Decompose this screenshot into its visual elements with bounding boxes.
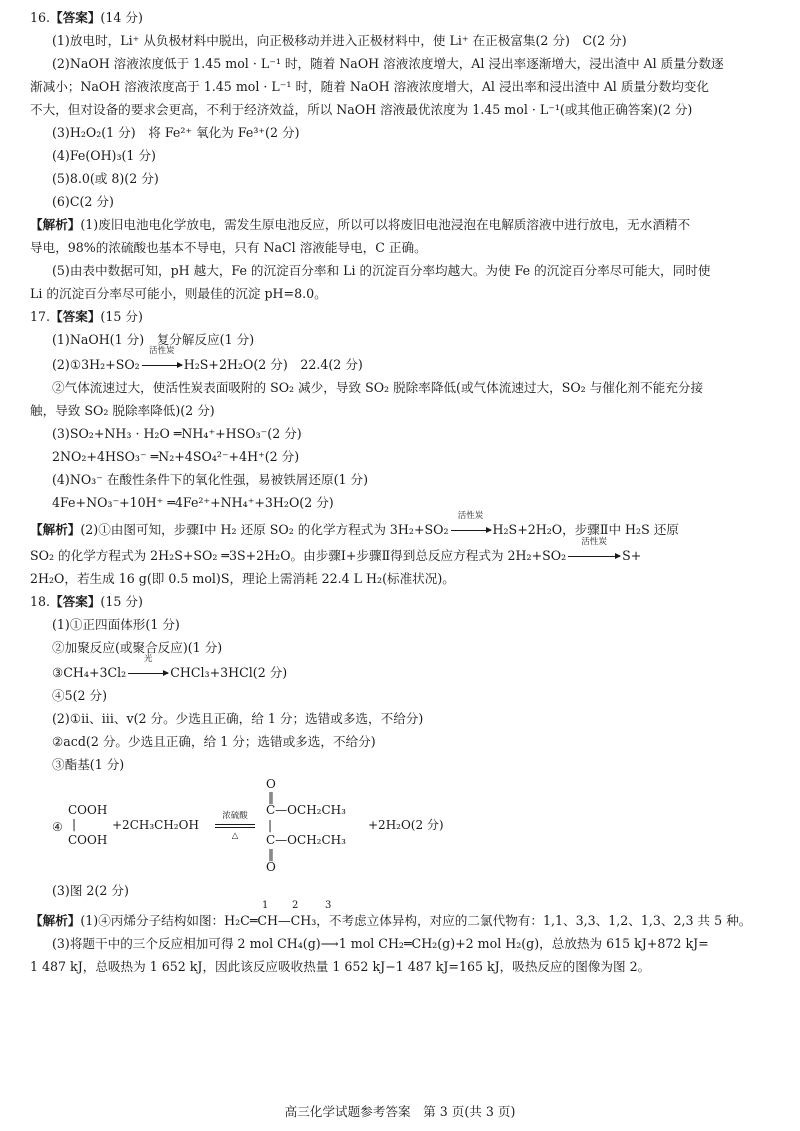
q17-answer-2b-cont: 触，导致 SO₂ 脱除率降低)(2 分) bbox=[30, 403, 215, 418]
q16-answer-6: (6)C(2 分) bbox=[52, 194, 114, 209]
reaction-arrow: 光 bbox=[128, 665, 168, 681]
carbonyl-oxygen-bottom: O bbox=[266, 860, 276, 874]
q16-analysis-1: 【解析】(1)废旧电池电化学放电，需发生原电池反应，所以可以将废旧电池浸泡在电解质溶液中进行放电，无水酒精不 bbox=[30, 217, 691, 232]
q17-analysis-2: SO₂ 的化学方程式为 2H₂S+SO₂ ═3S+2H₂O。由步骤Ⅰ+步骤Ⅱ得到总反应方程式为 2H₂+SO₂ 活性炭 S+ bbox=[30, 537, 642, 563]
q18-analysis-3: 1 487 kJ，总吸热为 1 652 kJ，因此该反应吸收热量 1 652 kJ−1 487 kJ=165 kJ，吸热反应的图像为图 2。 bbox=[30, 959, 651, 974]
q17-header: 17.【答案】(15 分) bbox=[30, 309, 143, 324]
reaction-arrow: 活性炭 bbox=[568, 548, 620, 564]
q18-answer-1: (1)①正四面体形(1 分) bbox=[52, 617, 180, 632]
q16-analysis-3: (5)由表中数据可知，pH 越大，Fe 的沉淀百分率和 Li 的沉淀百分率均越大。为使 Fe 的沉淀百分率尽可能大，同时使 bbox=[52, 263, 711, 278]
equation-number: ④ bbox=[52, 820, 63, 834]
answer-page: 16.【答案】(14 分) (1)放电时，Li⁺ 从负极材料中脱出，向正极移动并进入正极材料中，使 Li⁺ 在正极富集(2 分) C(2 分) (2)NaOH 溶液浓度低于 1.45 mol · L⁻¹ 时，随着 NaOH 溶液浓度增大，Al 浸出率逐渐增大，浸出渣中 Al 质量分数逐 渐减小；NaOH 溶液浓度高于 1.45 mol · L⁻¹ 时，随着 NaOH 溶液浓度增大，Al 浸出率和浸出渣中 Al 质量分数均变化 不大，但对设备的要求会更高，不利于经济效益，所以 NaOH 溶液最优浓度为 1.45 mol · L⁻¹(或其他正确答案)(2 分) (3)H₂O₂(1 分) 将 Fe²⁺ 氧化为 Fe³⁺(2 分) (4)Fe(OH)₃(1 分) (5)8.0(或 8)(2 分) (6)C(2 分) 【解析】(1)废旧电池电化学放电，需发生原电池反应，所以可以将废旧电池浸泡在电解质溶液中进行放电，无水酒精不 导电，98%的浓硫酸也基本不导电，只有 NaCl 溶液能导电，C 正确。 (5)由表中数据可知，pH 越大，Fe 的沉淀百分率和 Li 的沉淀百分率均越大。为使 Fe 的沉淀百分率尽可能大，同时使 Li 的沉淀百分率尽可能小，则最佳的沉淀 pH=8.0。 17.【答案】(15 分) (1)NaOH(1 分) 复分解反应(1 分) (2)①3H₂+SO₂ 活性炭 H₂S+2H₂O(2 分) 22.4(2 分) ②气体流速过大，使活性炭表面吸附的 SO₂ 减少，导致 SO₂ 脱除率降低(或气体流速过大，SO₂ 与催化剂不能充分接 触，导致 SO₂ 脱除率降低)(2 分) (3)SO₂+NH₃ · H₂O ═NH₄⁺+HSO₃⁻(2 分) 2NO₂+4HSO₃⁻ ═N₂+4SO₄²⁻+4H⁺(2 分) (4)NO₃⁻ 在酸性条件下的氧化性强，易被铁屑还原(1 分) 4Fe+NO₃⁻+10H⁺ ═4Fe²⁺+NH₄⁺+3H₂O(2 分) 【解析】(2)①由图可知，步骤Ⅰ中 H₂ 还原 SO₂ 的化学方程式为 3H₂+SO₂ 活性炭 H₂S+2H₂O，步骤Ⅱ中 H₂S 还原 SO₂ 的化学方程式为 2H₂S+SO₂ ═3S+2H₂O。由步骤Ⅰ+步骤Ⅱ得到总反应方程式为 2H₂+SO₂ 活性炭 S+ 2H₂O，若生成 16 g(即 0.5 mol)S，理论上需消耗 22.4 L H₂(标准状况)。 18.【答案】(15 分) (1)①正四面体形(1 分) ②加聚反应(或聚合反应)(1 分) ③CH₄+3Cl₂ 光 CHCl₃+3HCl(2 分) ④5(2 分) (2)①ii、iii、v(2 分。少选且正确，给 1 分；选错或多选，不给分) ②acd(2 分。少选且正确，给 1 分；选错或多选，不给分) ③酯基(1 分) ④ COOH | COOH +2CH₃CH₂OH 浓硫酸 △ O ‖ C—OCH₂CH₃ | C—OCH₂CH₃ ‖ O +2H₂O(2 分) (3)图 2(2 分) 1 2 3 【解析】(1)④丙烯分子结构如图：H₂C═CH—CH₃，不考虑立体异构，对应的二氯代物有：1,1、3,3、1,2、1,3、2,3 共 5 种。 (3)将题干中的三个反应相加可得 2 mol CH₄(g)⟶1 mol CH₂═CH₂(g)+2 mol H₂(g)，总放热为 615 kJ+872 kJ= 1 487 kJ，总吸热为 1 652 kJ，因此该反应吸收热量 1 652 kJ−1 487 kJ=165 kJ，吸热反应的图像为图 2。 高三化学试题参考答案 第 3 页(共 3 页) bbox=[0, 0, 800, 1131]
q16-analysis-2: 导电，98%的浓硫酸也基本不导电，只有 NaCl 溶液能导电，C 正确。 bbox=[30, 240, 427, 255]
bond-c-c: | bbox=[268, 818, 273, 832]
q18-header: 18.【答案】(15 分) bbox=[30, 594, 143, 609]
q18-answer-3: ③CH₄+3Cl₂ 光 CHCl₃+3HCl(2 分) bbox=[52, 654, 288, 680]
reaction-arrow: 活性炭 bbox=[142, 357, 182, 373]
carboxyl-top: COOH bbox=[68, 803, 108, 817]
carboxyl-bottom: COOH bbox=[68, 833, 108, 847]
ethanol-term: +2CH₃CH₂OH bbox=[112, 818, 199, 832]
q17-answer-2: (2)①3H₂+SO₂ 活性炭 H₂S+2H₂O(2 分) 22.4(2 分) bbox=[52, 346, 363, 372]
double-bond-bottom: ‖ bbox=[268, 847, 274, 861]
q17-analysis-1: 【解析】(2)①由图可知，步骤Ⅰ中 H₂ 还原 SO₂ 的化学方程式为 3H₂+SO₂ 活性炭 H₂S+2H₂O，步骤Ⅱ中 H₂S 还原 bbox=[30, 511, 679, 537]
double-bond-top: ‖ bbox=[268, 790, 274, 804]
carbon-number-2: 2 bbox=[292, 900, 299, 911]
water-term: +2H₂O(2 分) bbox=[368, 818, 444, 832]
carbon-number-1: 1 bbox=[262, 900, 269, 911]
page-footer: 高三化学试题参考答案 第 3 页(共 3 页) bbox=[284, 1104, 516, 1119]
bond-vertical: | bbox=[72, 817, 77, 831]
q17-answer-4b: 4Fe+NO₃⁻+10H⁺ ═4Fe²⁺+NH₄⁺+3H₂O(2 分) bbox=[52, 495, 334, 510]
q17-answer-3: (3)SO₂+NH₃ · H₂O ═NH₄⁺+HSO₃⁻(2 分) bbox=[52, 426, 302, 441]
q18-answer-6: ②acd(2 分。少选且正确，给 1 分；选错或多选，不给分) bbox=[52, 734, 376, 749]
q18-answer-8: (3)图 2(2 分) bbox=[52, 883, 129, 898]
q16-answer-2-cont2: 不大，但对设备的要求会更高，不利于经济效益，所以 NaOH 溶液最优浓度为 1.45 mol · L⁻¹(或其他正确答案)(2 分) bbox=[30, 102, 693, 117]
q18-answer-2: ②加聚反应(或聚合反应)(1 分) bbox=[52, 640, 223, 655]
q17-answer-4: (4)NO₃⁻ 在酸性条件下的氧化性强，易被铁屑还原(1 分) bbox=[52, 472, 369, 487]
q18-answer-7: ③酯基(1 分) bbox=[52, 757, 125, 772]
q18-analysis-1: 【解析】(1)④丙烯分子结构如图：H₂C═CH—CH₃，不考虑立体异构，对应的二氯代物有：1,1、3,3、1,2、1,3、2,3 共 5 种。 bbox=[30, 913, 752, 928]
q17-analysis-3: 2H₂O，若生成 16 g(即 0.5 mol)S，理论上需消耗 22.4 L H₂(标准状况)。 bbox=[30, 571, 455, 586]
carbon-number-3: 3 bbox=[325, 900, 332, 911]
q16-answer-2-cont: 渐减小；NaOH 溶液浓度高于 1.45 mol · L⁻¹ 时，随着 NaOH 溶液浓度增大，Al 浸出率和浸出渣中 Al 质量分数均变化 bbox=[30, 79, 709, 94]
q16-analysis-4: Li 的沉淀百分率尽可能小，则最佳的沉淀 pH=8.0。 bbox=[30, 286, 327, 301]
carbonyl-oxygen-top: O bbox=[266, 777, 276, 791]
ester-bottom: C—OCH₂CH₃ bbox=[266, 833, 346, 847]
q16-answer-2: (2)NaOH 溶液浓度低于 1.45 mol · L⁻¹ 时，随着 NaOH 溶液浓度增大，Al 浸出率逐渐增大，浸出渣中 Al 质量分数逐 bbox=[52, 56, 724, 71]
q18-answer-4: ④5(2 分) bbox=[52, 688, 108, 703]
q16-answer-5: (5)8.0(或 8)(2 分) bbox=[52, 171, 159, 186]
ester-top: C—OCH₂CH₃ bbox=[266, 803, 346, 817]
q16-answer-1: (1)放电时，Li⁺ 从负极材料中脱出，向正极移动并进入正极材料中，使 Li⁺ 在正极富集(2 分) C(2 分) bbox=[52, 33, 627, 48]
q16-answer-3: (3)H₂O₂(1 分) 将 Fe²⁺ 氧化为 Fe³⁺(2 分) bbox=[52, 125, 300, 140]
q18-analysis-2: (3)将题干中的三个反应相加可得 2 mol CH₄(g)⟶1 mol CH₂═CH₂(g)+2 mol H₂(g)，总放热为 615 kJ+872 kJ= bbox=[52, 936, 709, 951]
q17-answer-2b: ②气体流速过大，使活性炭表面吸附的 SO₂ 减少，导致 SO₂ 脱除率降低(或气体流速过大，SO₂ 与催化剂不能充分接 bbox=[52, 380, 704, 395]
q18-answer-5: (2)①ii、iii、v(2 分。少选且正确，给 1 分；选错或多选，不给分) bbox=[52, 711, 424, 726]
q16-answer-4: (4)Fe(OH)₃(1 分) bbox=[52, 148, 156, 163]
reaction-arrow: 活性炭 bbox=[451, 522, 491, 538]
q17-answer-3b: 2NO₂+4HSO₃⁻ ═N₂+4SO₄²⁻+4H⁺(2 分) bbox=[52, 449, 300, 464]
q16-header: 16.【答案】(14 分) bbox=[30, 10, 143, 25]
q17-answer-1: (1)NaOH(1 分) 复分解反应(1 分) bbox=[52, 332, 255, 347]
